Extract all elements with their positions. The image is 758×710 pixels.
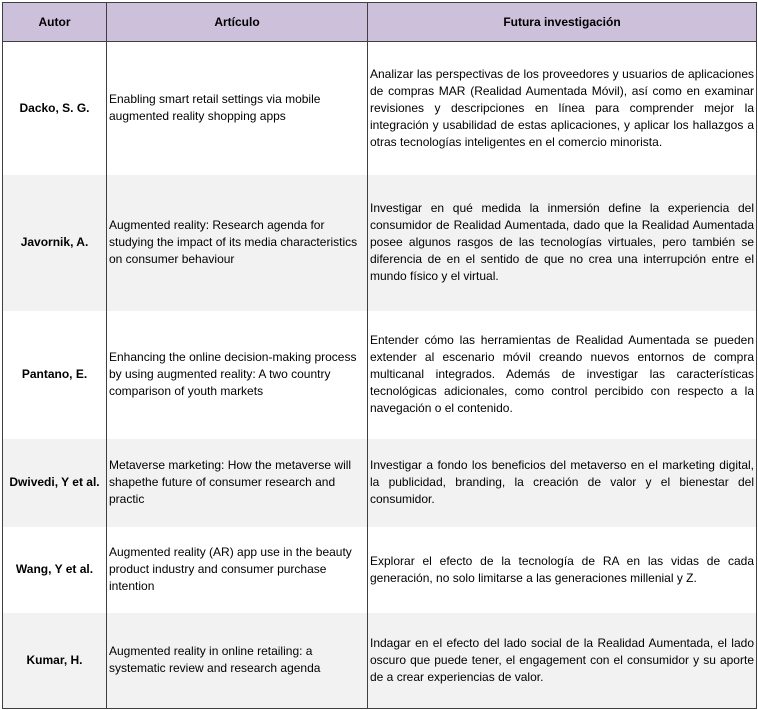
table-row: [3, 527, 757, 613]
header-row: [3, 3, 757, 42]
articulo-cell: Augmented reality (AR) app use in the beauty product industry and consumer purchase intention: [107, 527, 368, 613]
table-row: [3, 42, 757, 175]
articulo-cell: Metaverse marketing: How the metaverse will shapethe future of consumer research and practic: [107, 439, 368, 527]
futura-cell: Entender cómo las herramientas de Realidad Aumentada se pueden extender al escenario móvil creando nuevos entornos de compra multicanal integrados. Además de investigar las características tecnológicas adicionales, como control percibido con respecto a la navegación o el contenido.: [368, 311, 757, 439]
futura-cell: Analizar las perspectivas de los proveedores y usuarios de aplicaciones de compras MAR (Realidad Aumentada Móvil), así como en examinar revisiones y descripciones en línea para comprender mejor la integración y usabilidad de estas aplicaciones, y aplicar los hallazgos a otras tecnologías inteligentes en el comercio minorista.: [368, 42, 757, 175]
research-table: [2, 2, 757, 709]
futura-cell: Indagar en el efecto del lado social de la Realidad Aumentada, el lado oscuro que puede tener, el engagement con el consumidor y su aporte de a crear experiencias de valor.: [368, 613, 757, 709]
futura-cell: Investigar a fondo los beneficios del metaverso en el marketing digital, la publicidad, branding, la creación de valor y el bienestar del consumidor.: [368, 439, 757, 527]
articulo-cell: Enabling smart retail settings via mobile augmented reality shopping apps: [107, 42, 368, 175]
header-autor: Autor: [3, 3, 107, 42]
header-articulo: Artículo: [107, 3, 368, 42]
autor-cell: Dwivedi, Y et al.: [3, 439, 107, 527]
autor-cell: Javornik, A.: [3, 175, 107, 311]
articulo-cell: Augmented reality in online retailing: a systematic review and research agenda: [107, 613, 368, 709]
autor-cell: Pantano, E.: [3, 311, 107, 439]
articulo-cell: Augmented reality: Research agenda for studying the impact of its media characteristics on consumer behaviour: [107, 175, 368, 311]
articulo-cell: Enhancing the online decision-making process by using augmented reality: A two country comparison of youth markets: [107, 311, 368, 439]
table-row: [3, 311, 757, 439]
autor-cell: Dacko, S. G.: [3, 42, 107, 175]
futura-cell: Investigar en qué medida la inmersión define la experiencia del consumidor de Realidad Aumentada, dado que la Realidad Aumentada posee algunos rasgos de las tecnologías virtuales, pero también se diferencia de en el sentido de que no crea una interrupción entre el mundo físico y el virtual.: [368, 175, 757, 311]
autor-cell: Kumar, H.: [3, 613, 107, 709]
autor-cell: Wang, Y et al.: [3, 527, 107, 613]
table-row: [3, 175, 757, 311]
header-futura: Futura investigación: [368, 3, 757, 42]
table-row: [3, 613, 757, 709]
table-row: [3, 439, 757, 527]
futura-cell: Explorar el efecto de la tecnología de RA en las vidas de cada generación, no solo limitarse a las generaciones millenial y Z.: [368, 527, 757, 613]
